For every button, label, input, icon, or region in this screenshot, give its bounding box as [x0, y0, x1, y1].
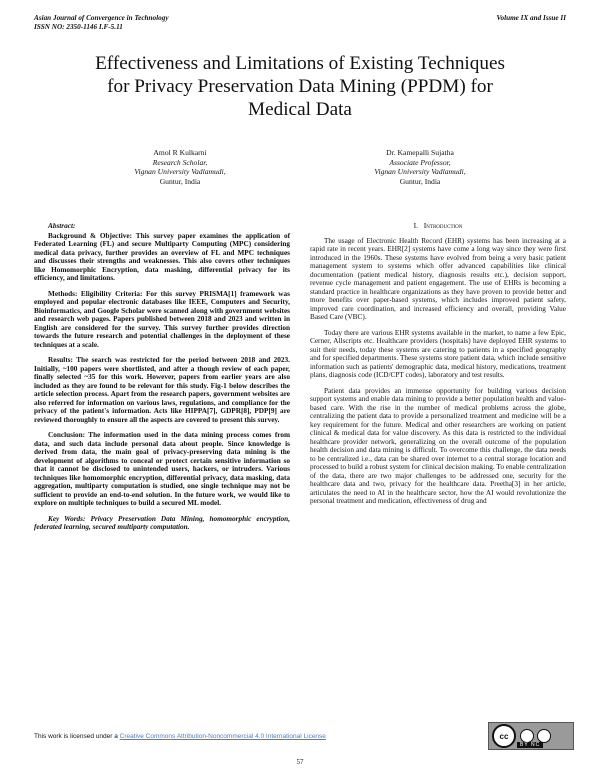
author-place: Guntur, India: [399, 176, 441, 186]
title-line-1: Effectiveness and Limitations of Existing Techniques: [95, 53, 505, 74]
keywords-label: Key Words:: [48, 514, 86, 523]
cc-logo-icon: cc: [492, 724, 516, 748]
journal-header: [34, 14, 169, 32]
abstract-results: Results: The search was restricted for the period between 2018 and 2023. Initially, ~100 papers were shortlisted, and after a though review of each paper, finally selected ~35 for this work. However, papers from earlier years are also included as they are found to be relevant for this study. Fig-1 below describes the article selection process. Apart from the research papers, government websites are also referred for information on various laws, regulations, and compliance for the privacy of the patient's information. Acts like HIPPA[7], GDPR[8], PDP[9] are reviewed thoroughly to ensure all the aspects are covered to present this survey.: [34, 356, 290, 424]
title-line-2: for Privacy Preservation Data Mining (PPDM) for: [107, 76, 493, 97]
keywords-text: Privacy Preservation Data Mining, homomorphic encryption, federated learning, secured multiparty computation.: [34, 514, 291, 531]
attribution-icon: [520, 729, 534, 743]
abstract-label: Abstract:: [48, 222, 76, 230]
license-footer: [34, 733, 326, 740]
author-place: Guntur, India: [159, 176, 201, 186]
section-heading: [310, 222, 566, 231]
page-number: 57: [296, 758, 304, 766]
cc-badge-labels: BY NC: [517, 742, 543, 748]
author-name: Dr. Kamepalli Sujatha: [386, 148, 454, 157]
author-org: Vignan University Vadlamudi,: [374, 167, 466, 176]
keywords: [34, 515, 290, 532]
author-name: Amol R Kulkarni: [153, 148, 207, 157]
author-org: Vignan University Vadlamudi,: [134, 167, 226, 176]
section-title: Introduction: [423, 221, 463, 230]
intro-paragraph-1: The usage of Electronic Health Record (EHR) systems has been increasing at a rapid rate in recent years. EHR[2] systems have come a long way since they were first introduced in the 1960s. These systems have evolved from being a very basic patient management system to systems which offer advanced capabilities like clinical documentation (patient medical history, diagnosis results etc.), decision support, revenue cycle management and patient engagement. The use of EHRs is becoming a standard practice in healthcare organizations as they have proven to provide better and more benefits over paper-based systems, which includes improved patient safety, improved care coordination, and increased efficiency and overall, providing Value Based Care (VBC).: [310, 236, 566, 321]
cc-license-badge[interactable]: [488, 722, 574, 750]
author-block-2: [320, 148, 520, 186]
section-number: I.: [413, 221, 419, 230]
abstract-column: [34, 222, 290, 539]
license-link[interactable]: Creative Commons Attribution-Noncommercial 4.0 International License: [119, 733, 326, 740]
paper-title: [30, 52, 570, 121]
abstract-conclusion: Conclusion: The information used in the data mining process comes from data, and such data include personal data about people. Since knowledge is derived from data, the main goal of privacy-preserving data mining is the development of algorithms to conceal or protect certain sensitive information so that it cannot be disclosed to unintended users, hackers, or intruders. Various techniques like homomorphic encryption, differential privacy, data masking, data aggregation, multiparty computation is studied, one single technique may not be sufficient to provide an end-to-end solution. In the future work, we would like to explore on multiple techniques to build a secured ML model.: [34, 431, 290, 507]
author-role: Associate Professor,: [389, 157, 451, 167]
noncommercial-icon: [537, 729, 551, 743]
journal-name: Asian Journal of Convergence in Technology: [34, 14, 169, 22]
intro-paragraph-2: Today there are various EHR systems available in the market, to name a few Epic, Cerner, Allscripts etc. Healthcare providers (hospitals) have deployed EHR systems to suit their needs, today these systems are catering to patients in a specified geography and for specified departments. These systems store patient data, which include sensitive information such as patients' demographic data, medical history, medications, treatment plans, diagnosis code (ICD/CPT codes), laboratory and test results.: [310, 328, 566, 379]
author-block-1: [80, 148, 280, 186]
author-role: Research Scholar,: [152, 157, 208, 167]
introduction-column: [310, 222, 566, 513]
volume-info: Volume IX and Issue II: [496, 14, 566, 22]
abstract-methods: Methods: Eligibility Criteria: For this survey PRISMA[1] framework was employed and popular electronic databases like IEEE, Computers and Security, Bioinformatics, and Google Scholar were scanned along with government websites and research web pages. Papers published between 2018 and 2023 and written in English are considered for the survey. This survey further provides direction towards the future research and potential challenges in the deployment of these techniques at a scale.: [34, 289, 290, 349]
license-text: This work is licensed under a: [34, 733, 120, 740]
title-line-3: Medical Data: [248, 99, 352, 120]
abstract-background: Background & Objective: This survey paper examines the application of Federated Learning (FL) and secure Multiparty Computing (MPC) considering medical data privacy, further provides an overview of FL and MPC techniques and discusses their strengths and weaknesses. This also covers other techniques like Homomorphic Encryption, data masking, differential privacy for its efficiency, and limitations.: [34, 231, 290, 282]
intro-paragraph-3: Patient data provides an immense opportunity for building various decision support systems and enable data mining to provide a better population health and value-based care. With the rise in the number of medical problems across the globe, centralizing the patient data to provide a personalized treatment and medicine will be a key requirement for the future. Medical and other researchers are working on patient clinical & medical data for value discovery. As this data is restricted to the individual healthcare provider network, generalizing on the overall outcome of the population health decision and data mining is difficult. To overcome this challenge, the data needs to be centralized i.e., data can be shared over internet to a central storage location and processed to build a robust system for clinical decision making. To enable centralization of the data, there are two major challenges to be addressed one, security for the healthcare data and two, privacy for the healthcare data. Preetha[3] in her article, articulates the need to AI in the healthcare sector, how the AI would revolutionize the personal treatment and medication, effectiveness of drug and: [310, 386, 566, 505]
journal-issn: ISSN NO: 2350-1146 I.F-5.11: [34, 23, 123, 31]
